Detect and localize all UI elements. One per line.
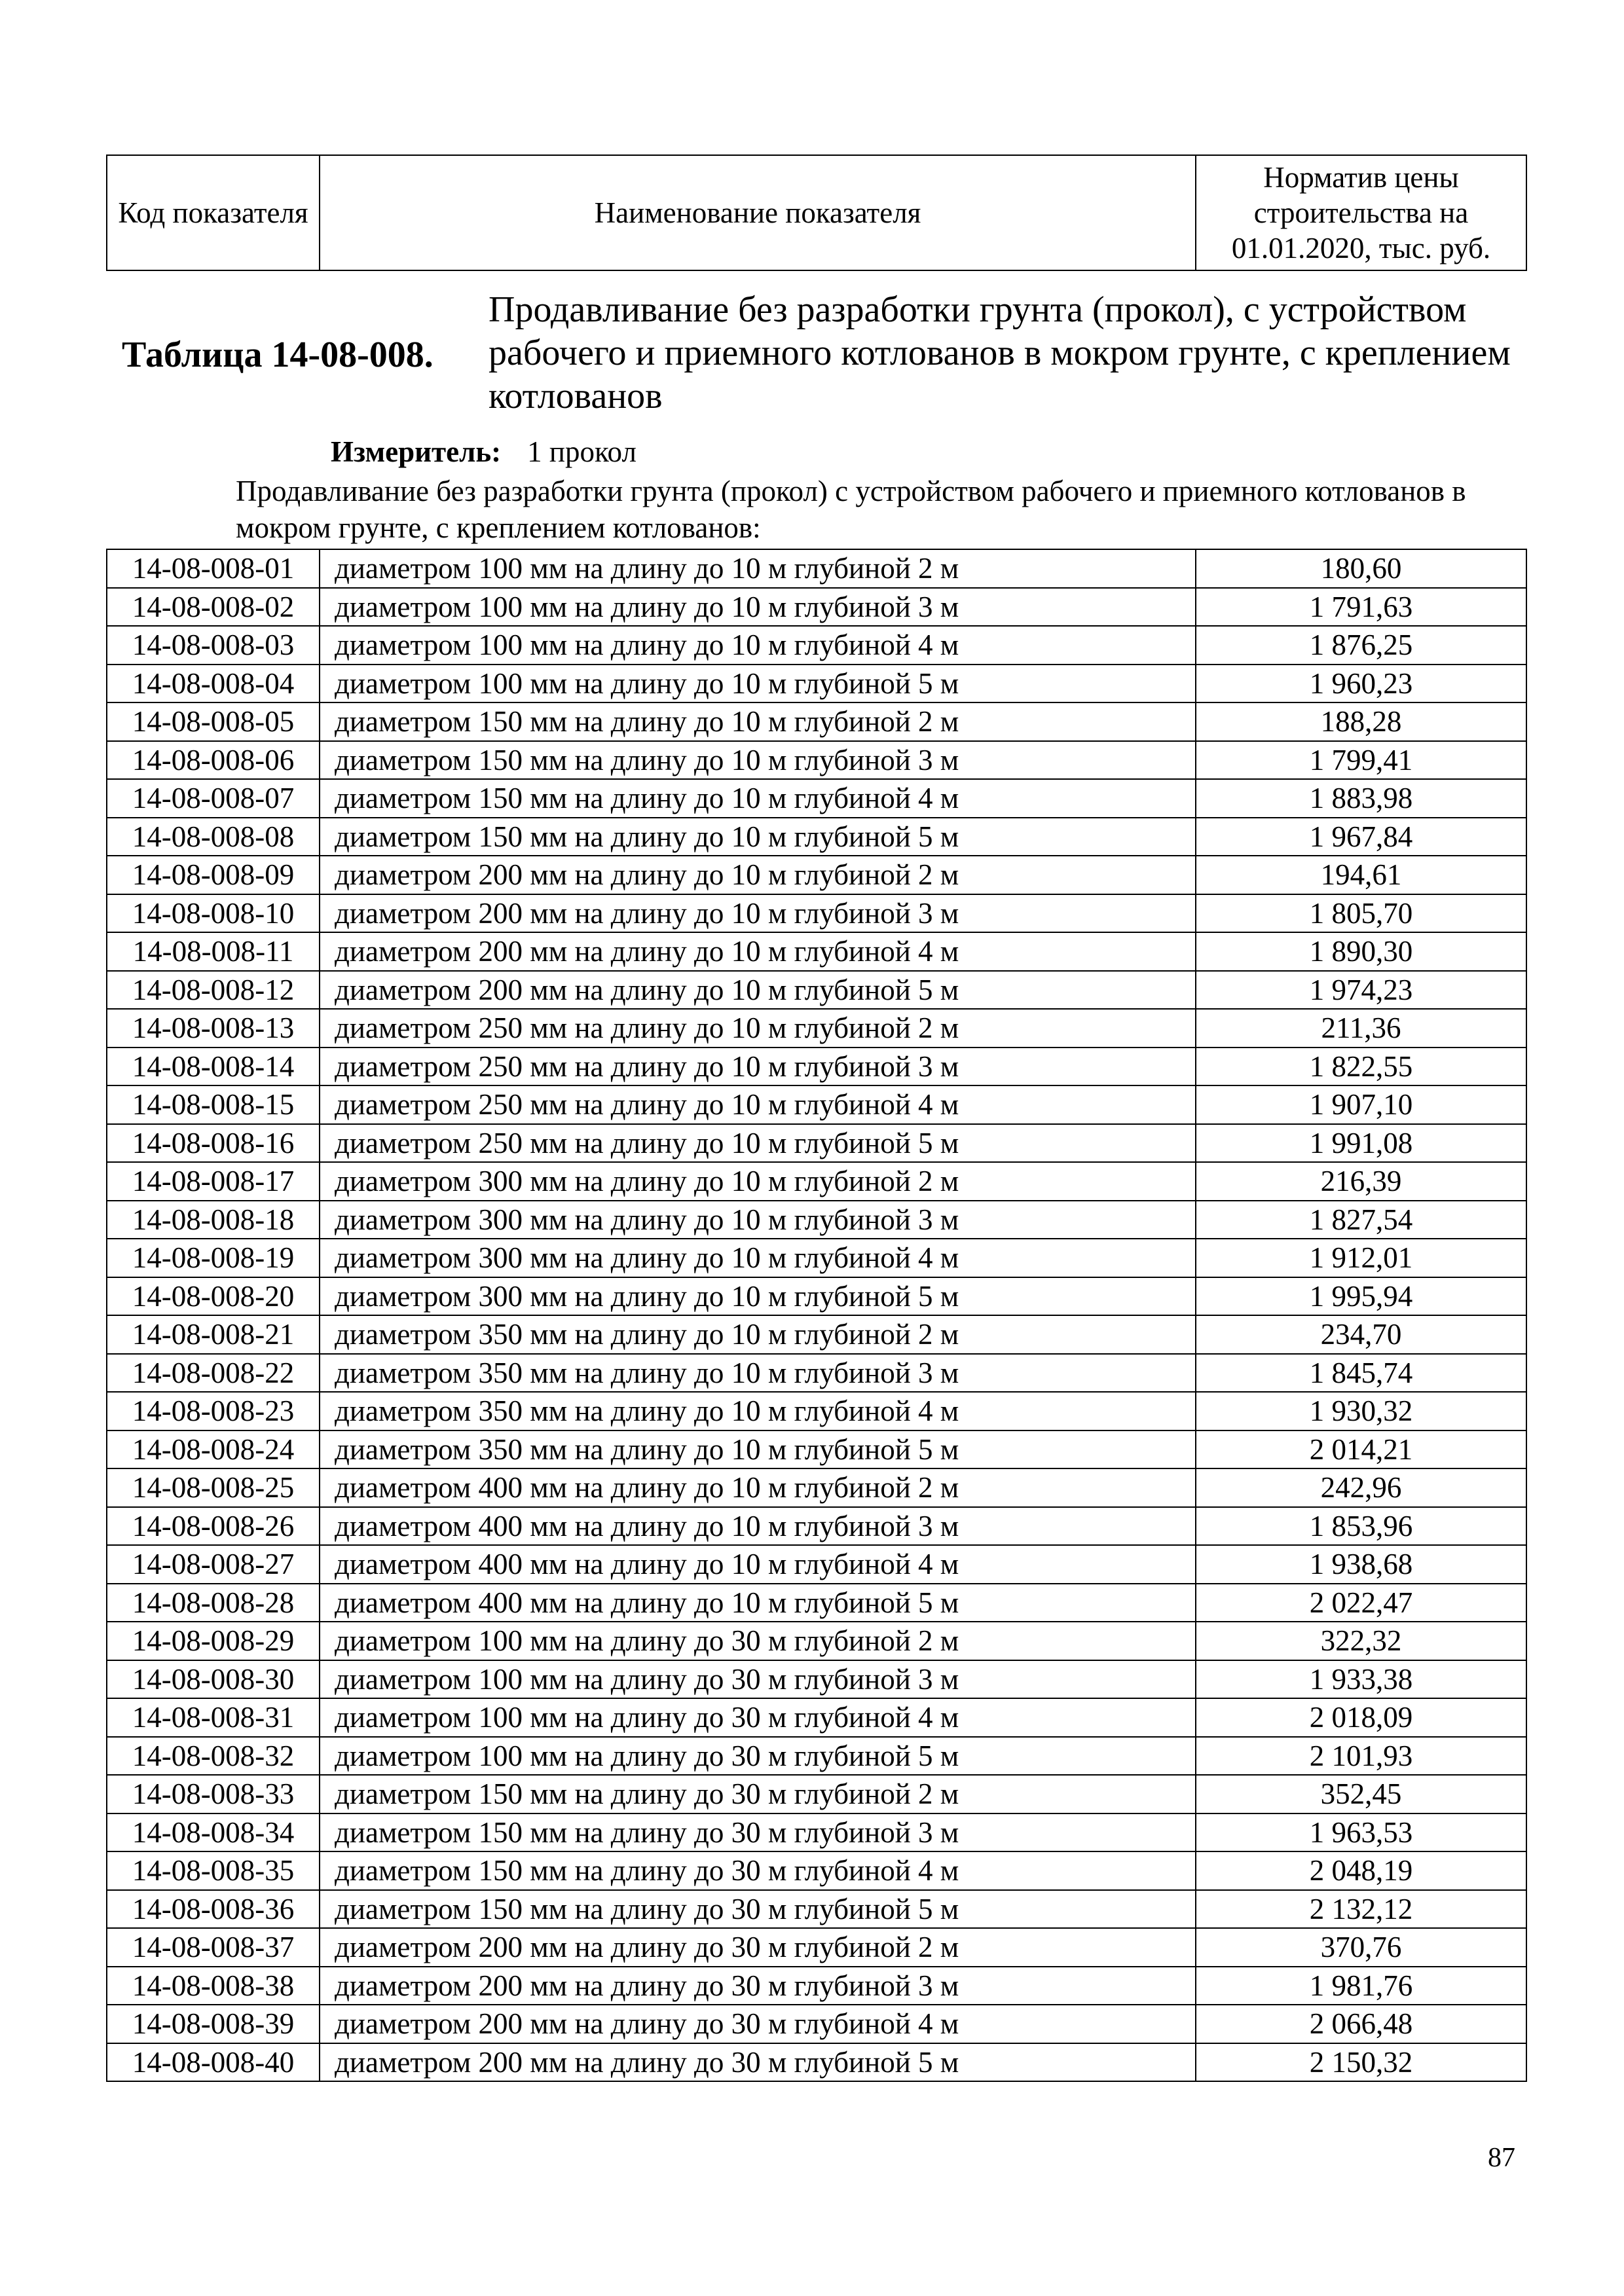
row-price: 1 791,63 xyxy=(1196,588,1526,627)
row-name: диаметром 150 мм на длину до 10 м глубиной 4 м xyxy=(320,779,1196,818)
table-row xyxy=(107,1545,1526,1584)
row-price: 1 930,32 xyxy=(1196,1392,1526,1430)
row-code: 14-08-008-31 xyxy=(107,1698,320,1737)
row-name: диаметром 100 мм на длину до 30 м глубиной 3 м xyxy=(320,1660,1196,1699)
row-code: 14-08-008-21 xyxy=(107,1315,320,1354)
table-row xyxy=(107,1967,1526,2005)
data-table-body xyxy=(107,549,1526,2081)
table-row xyxy=(107,894,1526,933)
row-code: 14-08-008-06 xyxy=(107,741,320,780)
row-name: диаметром 250 мм на длину до 10 м глубиной 4 м xyxy=(320,1085,1196,1124)
row-price: 2 150,32 xyxy=(1196,2043,1526,2082)
row-code: 14-08-008-07 xyxy=(107,779,320,818)
row-price: 180,60 xyxy=(1196,549,1526,588)
table-row xyxy=(107,1698,1526,1737)
measure-label: Измеритель: xyxy=(331,435,502,468)
row-code: 14-08-008-08 xyxy=(107,818,320,856)
row-price: 1 883,98 xyxy=(1196,779,1526,818)
row-price: 2 066,48 xyxy=(1196,2005,1526,2043)
row-name: диаметром 100 мм на длину до 30 м глубиной 4 м xyxy=(320,1698,1196,1737)
row-code: 14-08-008-38 xyxy=(107,1967,320,2005)
row-code: 14-08-008-17 xyxy=(107,1162,320,1201)
row-price: 352,45 xyxy=(1196,1775,1526,1813)
row-name: диаметром 100 мм на длину до 10 м глубиной 4 м xyxy=(320,626,1196,665)
row-code: 14-08-008-37 xyxy=(107,1928,320,1967)
row-code: 14-08-008-11 xyxy=(107,932,320,971)
table-row xyxy=(107,1392,1526,1430)
row-code: 14-08-008-35 xyxy=(107,1851,320,1890)
table-row xyxy=(107,932,1526,971)
table-row xyxy=(107,1660,1526,1699)
row-name: диаметром 150 мм на длину до 30 м глубиной 5 м xyxy=(320,1890,1196,1929)
row-code: 14-08-008-04 xyxy=(107,665,320,703)
table-row xyxy=(107,1507,1526,1546)
row-code: 14-08-008-15 xyxy=(107,1085,320,1124)
row-price: 1 991,08 xyxy=(1196,1124,1526,1163)
row-code: 14-08-008-01 xyxy=(107,549,320,588)
row-code: 14-08-008-39 xyxy=(107,2005,320,2043)
row-name: диаметром 150 мм на длину до 10 м глубиной 5 м xyxy=(320,818,1196,856)
row-name: диаметром 150 мм на длину до 10 м глубиной 3 м xyxy=(320,741,1196,780)
row-code: 14-08-008-22 xyxy=(107,1354,320,1393)
table-row xyxy=(107,2043,1526,2082)
table-row xyxy=(107,1009,1526,1048)
table-row xyxy=(107,1775,1526,1813)
table-row xyxy=(107,1124,1526,1163)
data-table xyxy=(106,549,1527,2082)
row-name: диаметром 250 мм на длину до 10 м глубиной 2 м xyxy=(320,1009,1196,1048)
row-code: 14-08-008-40 xyxy=(107,2043,320,2082)
row-price: 216,39 xyxy=(1196,1162,1526,1201)
row-code: 14-08-008-23 xyxy=(107,1392,320,1430)
table-row xyxy=(107,626,1526,665)
row-name: диаметром 200 мм на длину до 30 м глубиной 2 м xyxy=(320,1928,1196,1967)
row-name: диаметром 300 мм на длину до 10 м глубиной 3 м xyxy=(320,1201,1196,1239)
row-price: 1 960,23 xyxy=(1196,665,1526,703)
row-code: 14-08-008-12 xyxy=(107,971,320,1010)
row-code: 14-08-008-14 xyxy=(107,1048,320,1086)
row-name: диаметром 100 мм на длину до 30 м глубиной 2 м xyxy=(320,1622,1196,1660)
row-name: диаметром 100 мм на длину до 10 м глубиной 2 м xyxy=(320,549,1196,588)
table-row xyxy=(107,1851,1526,1890)
row-name: диаметром 150 мм на длину до 30 м глубиной 2 м xyxy=(320,1775,1196,1813)
row-price: 242,96 xyxy=(1196,1468,1526,1507)
row-price: 1 912,01 xyxy=(1196,1239,1526,1277)
row-code: 14-08-008-25 xyxy=(107,1468,320,1507)
table-row xyxy=(107,1162,1526,1201)
row-price: 234,70 xyxy=(1196,1315,1526,1354)
row-price: 1 853,96 xyxy=(1196,1507,1526,1546)
row-code: 14-08-008-27 xyxy=(107,1545,320,1584)
row-price: 1 845,74 xyxy=(1196,1354,1526,1393)
row-code: 14-08-008-03 xyxy=(107,626,320,665)
table-row xyxy=(107,549,1526,588)
row-price: 1 890,30 xyxy=(1196,932,1526,971)
row-code: 14-08-008-18 xyxy=(107,1201,320,1239)
row-code: 14-08-008-24 xyxy=(107,1430,320,1469)
header-code: Код показателя xyxy=(107,155,320,270)
row-price: 1 907,10 xyxy=(1196,1085,1526,1124)
row-code: 14-08-008-13 xyxy=(107,1009,320,1048)
row-price: 1 963,53 xyxy=(1196,1813,1526,1852)
table-row xyxy=(107,779,1526,818)
row-price: 1 805,70 xyxy=(1196,894,1526,933)
table-title-label: Таблица 14-08-008. xyxy=(122,335,434,375)
table-row xyxy=(107,971,1526,1010)
row-code: 14-08-008-30 xyxy=(107,1660,320,1699)
row-name: диаметром 250 мм на длину до 10 м глубиной 3 м xyxy=(320,1048,1196,1086)
table-row xyxy=(107,702,1526,741)
table-title-text: Продавливание без разработки грунта (прокол), с устройством рабочего и приемного котлованов в мокром грунте, с креплением котлованов xyxy=(489,289,1511,416)
table-row xyxy=(107,1468,1526,1507)
row-code: 14-08-008-05 xyxy=(107,702,320,741)
row-name: диаметром 200 мм на длину до 30 м глубиной 5 м xyxy=(320,2043,1196,2082)
row-name: диаметром 200 мм на длину до 10 м глубиной 5 м xyxy=(320,971,1196,1010)
row-code: 14-08-008-34 xyxy=(107,1813,320,1852)
row-code: 14-08-008-19 xyxy=(107,1239,320,1277)
page-number: 87 xyxy=(1488,2143,1515,2173)
row-price: 1 938,68 xyxy=(1196,1545,1526,1584)
row-name: диаметром 200 мм на длину до 30 м глубиной 4 м xyxy=(320,2005,1196,2043)
row-price: 322,32 xyxy=(1196,1622,1526,1660)
table-row xyxy=(107,1430,1526,1469)
row-name: диаметром 100 мм на длину до 10 м глубиной 3 м xyxy=(320,588,1196,627)
row-name: диаметром 200 мм на длину до 10 м глубиной 4 м xyxy=(320,932,1196,971)
row-price: 2 014,21 xyxy=(1196,1430,1526,1469)
row-price: 1 967,84 xyxy=(1196,818,1526,856)
row-price: 194,61 xyxy=(1196,856,1526,894)
measure-value: 1 прокол xyxy=(527,435,637,468)
row-name: диаметром 300 мм на длину до 10 м глубиной 2 м xyxy=(320,1162,1196,1201)
row-price: 188,28 xyxy=(1196,702,1526,741)
row-price: 1 933,38 xyxy=(1196,1660,1526,1699)
row-name: диаметром 150 мм на длину до 30 м глубиной 4 м xyxy=(320,1851,1196,1890)
row-name: диаметром 200 мм на длину до 10 м глубиной 2 м xyxy=(320,856,1196,894)
table-row xyxy=(107,1622,1526,1660)
row-name: диаметром 400 мм на длину до 10 м глубиной 5 м xyxy=(320,1584,1196,1622)
table-row xyxy=(107,1201,1526,1239)
table-row xyxy=(107,1085,1526,1124)
row-price: 1 799,41 xyxy=(1196,741,1526,780)
table-row xyxy=(107,588,1526,627)
table-row xyxy=(107,741,1526,780)
row-code: 14-08-008-16 xyxy=(107,1124,320,1163)
row-code: 14-08-008-10 xyxy=(107,894,320,933)
table-row xyxy=(107,1239,1526,1277)
group-caption: Продавливание без разработки грунта (прокол) с устройством рабочего и приемного котлованов в мокром грунте, с креплением котлованов: xyxy=(236,475,1466,544)
table-row xyxy=(107,1813,1526,1852)
row-name: диаметром 350 мм на длину до 10 м глубиной 5 м xyxy=(320,1430,1196,1469)
table-row xyxy=(107,1928,1526,1967)
row-price: 2 018,09 xyxy=(1196,1698,1526,1737)
row-name: диаметром 400 мм на длину до 10 м глубиной 4 м xyxy=(320,1545,1196,1584)
row-name: диаметром 200 мм на длину до 10 м глубиной 3 м xyxy=(320,894,1196,933)
header-name: Наименование показателя xyxy=(320,155,1196,270)
table-row xyxy=(107,1315,1526,1354)
row-price: 2 022,47 xyxy=(1196,1584,1526,1622)
row-price: 370,76 xyxy=(1196,1928,1526,1967)
row-price: 1 995,94 xyxy=(1196,1277,1526,1316)
row-price: 1 822,55 xyxy=(1196,1048,1526,1086)
row-name: диаметром 200 мм на длину до 30 м глубиной 3 м xyxy=(320,1967,1196,2005)
row-price: 2 048,19 xyxy=(1196,1851,1526,1890)
table-row xyxy=(107,1584,1526,1622)
row-name: диаметром 150 мм на длину до 30 м глубиной 3 м xyxy=(320,1813,1196,1852)
header-price: Норматив цены строительства на 01.01.2020, тыс. руб. xyxy=(1196,155,1526,270)
row-name: диаметром 250 мм на длину до 10 м глубиной 5 м xyxy=(320,1124,1196,1163)
row-code: 14-08-008-32 xyxy=(107,1737,320,1776)
row-name: диаметром 100 мм на длину до 10 м глубиной 5 м xyxy=(320,665,1196,703)
row-price: 2 101,93 xyxy=(1196,1737,1526,1776)
row-code: 14-08-008-02 xyxy=(107,588,320,627)
row-name: диаметром 350 мм на длину до 10 м глубиной 4 м xyxy=(320,1392,1196,1430)
row-name: диаметром 300 мм на длину до 10 м глубиной 4 м xyxy=(320,1239,1196,1277)
table-row xyxy=(107,1890,1526,1929)
table-row xyxy=(107,1354,1526,1393)
row-price: 1 981,76 xyxy=(1196,1967,1526,2005)
row-code: 14-08-008-29 xyxy=(107,1622,320,1660)
row-code: 14-08-008-20 xyxy=(107,1277,320,1316)
row-name: диаметром 350 мм на длину до 10 м глубиной 2 м xyxy=(320,1315,1196,1354)
row-price: 1 974,23 xyxy=(1196,971,1526,1010)
table-row xyxy=(107,1277,1526,1316)
table-row xyxy=(107,665,1526,703)
row-price: 1 876,25 xyxy=(1196,626,1526,665)
row-code: 14-08-008-09 xyxy=(107,856,320,894)
row-name: диаметром 350 мм на длину до 10 м глубиной 3 м xyxy=(320,1354,1196,1393)
header-table xyxy=(106,155,1527,271)
measure-line xyxy=(331,435,637,469)
table-row xyxy=(107,1048,1526,1086)
row-name: диаметром 150 мм на длину до 10 м глубиной 2 м xyxy=(320,702,1196,741)
row-name: диаметром 300 мм на длину до 10 м глубиной 5 м xyxy=(320,1277,1196,1316)
row-code: 14-08-008-26 xyxy=(107,1507,320,1546)
row-price: 1 827,54 xyxy=(1196,1201,1526,1239)
header-row xyxy=(107,155,1526,270)
row-name: диаметром 100 мм на длину до 30 м глубиной 5 м xyxy=(320,1737,1196,1776)
row-name: диаметром 400 мм на длину до 10 м глубиной 2 м xyxy=(320,1468,1196,1507)
table-row xyxy=(107,856,1526,894)
row-code: 14-08-008-33 xyxy=(107,1775,320,1813)
row-price: 211,36 xyxy=(1196,1009,1526,1048)
table-row xyxy=(107,1737,1526,1776)
row-price: 2 132,12 xyxy=(1196,1890,1526,1929)
table-row xyxy=(107,818,1526,856)
row-code: 14-08-008-28 xyxy=(107,1584,320,1622)
row-name: диаметром 400 мм на длину до 10 м глубиной 3 м xyxy=(320,1507,1196,1546)
table-row xyxy=(107,2005,1526,2043)
row-code: 14-08-008-36 xyxy=(107,1890,320,1929)
